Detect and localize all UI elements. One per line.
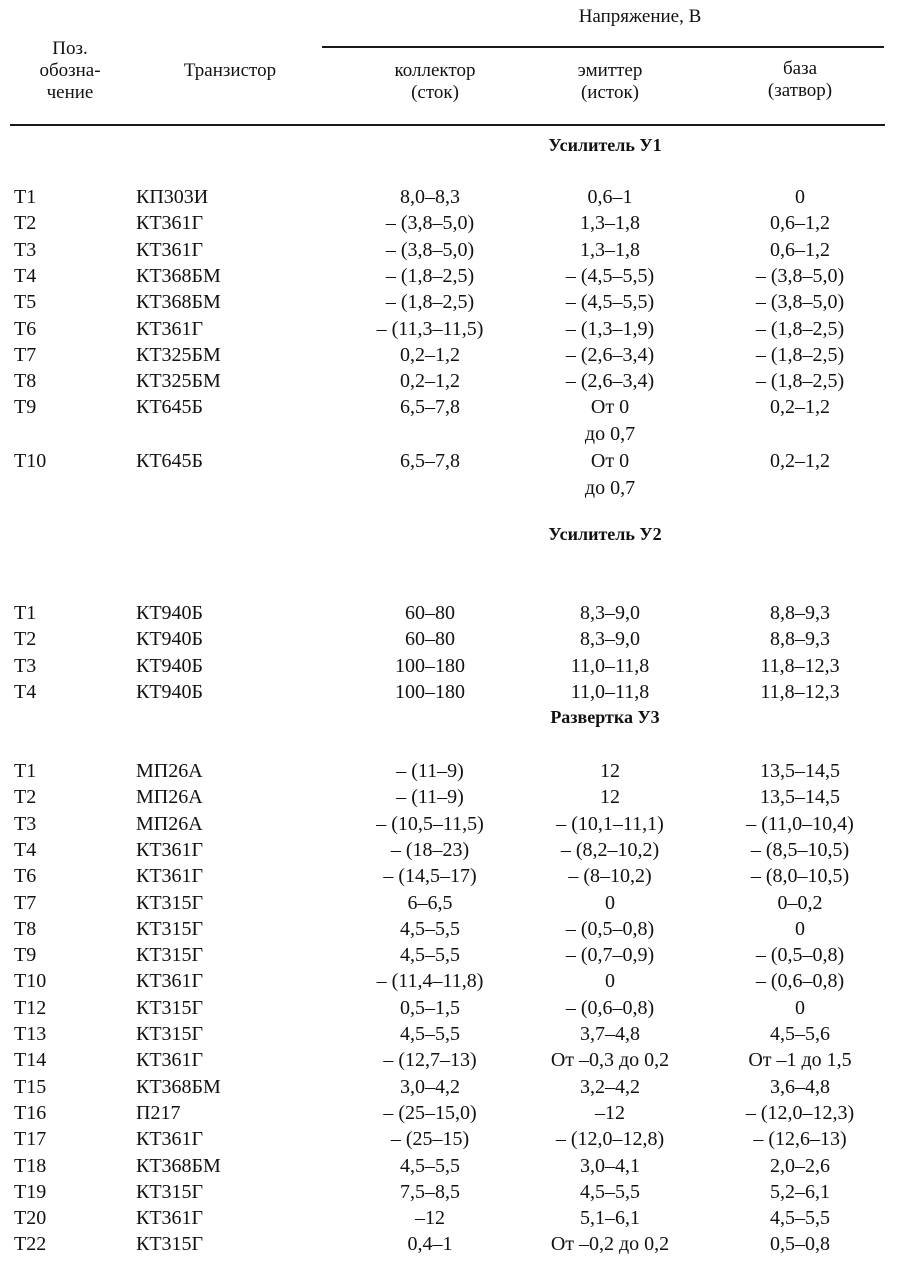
cell-base-voltage: 0 bbox=[795, 996, 805, 1019]
cell-base-voltage: – (12,6–13) bbox=[753, 1128, 847, 1151]
cell-base-voltage: – (1,8–2,5) bbox=[755, 317, 845, 340]
table-row bbox=[0, 758, 922, 784]
cell-base-voltage: – (11,0–10,4) bbox=[746, 812, 854, 835]
cell-emitter-voltage: 12 bbox=[600, 786, 620, 809]
cell-emitter-voltage: – (0,5–0,8) bbox=[565, 917, 655, 940]
cell-base-voltage: – (0,6–0,8) bbox=[755, 970, 845, 993]
table-row bbox=[0, 394, 922, 420]
cell-base-voltage: От –1 до 1,5 bbox=[748, 1049, 852, 1072]
cell-transistor: КТ940Б bbox=[136, 680, 204, 703]
cell-base-voltage: 5,2–6,1 bbox=[770, 1180, 830, 1203]
cell-emitter-voltage: 0,6–1 bbox=[587, 186, 633, 208]
cell-base-voltage: 13,5–14,5 bbox=[760, 760, 840, 782]
cell-position: T20 bbox=[14, 1207, 47, 1230]
cell-emitter-voltage: От –0,3 до 0,2 bbox=[550, 1049, 670, 1072]
cell-transistor: КП303И bbox=[136, 186, 209, 208]
table-row bbox=[0, 289, 922, 315]
cell-transistor: КТ368БМ bbox=[136, 1075, 221, 1098]
table-row bbox=[0, 811, 922, 837]
cell-collector-voltage: – (10,5–11,5) bbox=[376, 812, 484, 835]
cell-base-voltage: 0,6–1,2 bbox=[770, 238, 830, 261]
cell-position: T4 bbox=[14, 264, 37, 287]
header-pos-line-2: обозна- bbox=[39, 60, 101, 81]
cell-emitter-voltage: – (2,6–3,4) bbox=[565, 370, 655, 393]
table-row bbox=[0, 600, 922, 626]
cell-base-voltage: – (1,8–2,5) bbox=[755, 370, 845, 393]
header-collector-line-2: (сток) bbox=[411, 82, 459, 103]
cell-emitter-voltage: –12 bbox=[595, 1101, 625, 1124]
cell-transistor: КТ361Г bbox=[136, 212, 204, 235]
cell-position: T4 bbox=[14, 838, 37, 861]
cell-collector-voltage: 100–180 bbox=[395, 654, 465, 677]
cell-position: T3 bbox=[14, 654, 37, 677]
cell-collector-voltage: 0,5–1,5 bbox=[400, 996, 460, 1019]
cell-emitter-voltage: 8,3–9,0 bbox=[580, 602, 640, 624]
cell-transistor: КТ940Б bbox=[136, 654, 204, 677]
header-voltage-label: Напряжение, В bbox=[578, 6, 702, 27]
cell-emitter-voltage: – (8,2–10,2) bbox=[560, 838, 660, 861]
cell-base-voltage: 8,8–9,3 bbox=[770, 628, 830, 651]
cell-base-voltage: 8,8–9,3 bbox=[770, 602, 830, 624]
cell-emitter-voltage: – (0,7–0,9) bbox=[565, 944, 655, 967]
cell-transistor: КТ361Г bbox=[136, 238, 204, 261]
cell-transistor: КТ940Б bbox=[136, 602, 204, 624]
cell-emitter-voltage: 1,3–1,8 bbox=[580, 238, 640, 261]
cell-collector-voltage: 100–180 bbox=[395, 680, 465, 703]
cell-collector-voltage: 0,2–1,2 bbox=[400, 370, 460, 393]
header-base-line-1: база bbox=[782, 58, 818, 79]
cell-position: T2 bbox=[14, 786, 37, 809]
cell-position: T8 bbox=[14, 917, 37, 940]
cell-transistor: КТ315Г bbox=[136, 944, 204, 967]
cell-emitter-voltage: 0 bbox=[605, 891, 615, 914]
cell-emitter-voltage: 12 bbox=[600, 760, 620, 782]
section-title: Усилитель У1 bbox=[548, 135, 662, 155]
cell-position: T4 bbox=[14, 680, 37, 703]
table-row bbox=[0, 1100, 922, 1126]
cell-position: T1 bbox=[14, 760, 37, 782]
section-title: Развертка У3 bbox=[550, 707, 660, 727]
table-row bbox=[0, 316, 922, 342]
cell-base-voltage: 0,5–0,8 bbox=[770, 1233, 830, 1256]
cell-collector-voltage: – (11–9) bbox=[396, 760, 464, 782]
cell-collector-voltage: 3,0–4,2 bbox=[400, 1075, 460, 1098]
header-emitter-line-2: (исток) bbox=[580, 82, 640, 103]
cell-emitter-voltage-line-2: до 0,7 bbox=[584, 476, 636, 499]
cell-emitter-voltage: 0 bbox=[605, 970, 615, 993]
cell-emitter-voltage: – (8–10,2) bbox=[568, 865, 652, 888]
table-row bbox=[0, 1179, 922, 1205]
cell-transistor: КТ645Б bbox=[136, 396, 204, 419]
table-row bbox=[0, 679, 922, 705]
cell-transistor: КТ368БМ bbox=[136, 264, 221, 287]
cell-base-voltage: – (3,8–5,0) bbox=[755, 291, 845, 314]
cell-collector-voltage: – (25–15) bbox=[390, 1128, 470, 1151]
cell-collector-voltage: 4,5–5,5 bbox=[400, 917, 460, 940]
cell-position: T18 bbox=[14, 1154, 47, 1177]
header-voltage-divider bbox=[322, 46, 884, 48]
cell-position: T2 bbox=[14, 212, 37, 235]
cell-transistor: КТ315Г bbox=[136, 891, 204, 914]
cell-emitter-voltage: 3,2–4,2 bbox=[580, 1075, 640, 1098]
cell-position: T10 bbox=[14, 450, 47, 473]
cell-emitter-voltage: От 0 bbox=[590, 396, 630, 419]
header-transistor-label: Транзистор bbox=[183, 60, 277, 81]
cell-collector-voltage: 6,5–7,8 bbox=[400, 450, 460, 473]
cell-base-voltage: 13,5–14,5 bbox=[760, 786, 840, 809]
table-row bbox=[0, 237, 922, 263]
cell-base-voltage: 11,8–12,3 bbox=[760, 654, 840, 677]
cell-position: T13 bbox=[14, 1023, 47, 1045]
cell-transistor: КТ325БМ bbox=[136, 343, 221, 366]
cell-base-voltage: 4,5–5,6 bbox=[770, 1023, 830, 1045]
cell-position: T15 bbox=[14, 1075, 47, 1098]
cell-transistor: КТ361Г bbox=[136, 865, 204, 888]
cell-emitter-voltage: – (12,0–12,8) bbox=[555, 1128, 665, 1151]
cell-emitter-voltage: – (4,5–5,5) bbox=[565, 291, 655, 314]
cell-emitter-voltage: 3,0–4,1 bbox=[580, 1154, 640, 1177]
cell-collector-voltage: 4,5–5,5 bbox=[400, 1154, 460, 1177]
cell-collector-voltage: 4,5–5,5 bbox=[400, 944, 460, 967]
cell-position: T12 bbox=[14, 996, 47, 1019]
cell-collector-voltage: – (14,5–17) bbox=[383, 865, 477, 888]
cell-position: T8 bbox=[14, 370, 37, 393]
cell-position: T7 bbox=[14, 891, 37, 914]
cell-base-voltage: 0,6–1,2 bbox=[770, 212, 830, 235]
cell-base-voltage: – (1,8–2,5) bbox=[755, 343, 845, 366]
cell-position: T6 bbox=[14, 865, 37, 888]
table-row bbox=[0, 263, 922, 289]
cell-collector-voltage: – (3,8–5,0) bbox=[385, 212, 475, 235]
cell-collector-voltage: 4,5–5,5 bbox=[400, 1023, 460, 1045]
cell-collector-voltage: 60–80 bbox=[405, 628, 455, 651]
header-emitter-line-1: эмиттер bbox=[577, 60, 643, 81]
cell-transistor: КТ361Г bbox=[136, 838, 204, 861]
cell-emitter-voltage: 1,3–1,8 bbox=[580, 212, 640, 235]
cell-transistor: КТ645Б bbox=[136, 450, 204, 473]
cell-emitter-voltage-line-2: до 0,7 bbox=[584, 422, 636, 445]
cell-emitter-voltage: 11,0–11,8 bbox=[570, 654, 650, 677]
cell-collector-voltage: – (11,4–11,8) bbox=[376, 970, 484, 993]
cell-transistor: МП26А bbox=[136, 812, 203, 835]
cell-base-voltage: – (8,0–10,5) bbox=[750, 865, 850, 888]
cell-transistor: КТ315Г bbox=[136, 996, 204, 1019]
header-pos-label bbox=[20, 38, 120, 104]
cell-position: T19 bbox=[14, 1180, 47, 1203]
cell-transistor: КТ315Г bbox=[136, 917, 204, 940]
header-collector-line-1: коллектор bbox=[394, 60, 476, 81]
table-row bbox=[0, 916, 922, 942]
cell-collector-voltage: – (11,3–11,5) bbox=[376, 317, 484, 340]
header-bottom-divider bbox=[10, 124, 885, 126]
table-row bbox=[0, 1231, 922, 1257]
cell-transistor: МП26А bbox=[136, 786, 203, 809]
cell-emitter-voltage: – (0,6–0,8) bbox=[565, 996, 655, 1019]
cell-base-voltage: 4,5–5,5 bbox=[770, 1207, 830, 1230]
cell-collector-voltage: – (11–9) bbox=[396, 786, 464, 809]
table-row bbox=[0, 1205, 922, 1231]
cell-transistor: КТ361Г bbox=[136, 1049, 204, 1072]
cell-base-voltage: 3,6–4,8 bbox=[770, 1075, 830, 1098]
table-row bbox=[0, 837, 922, 863]
cell-position: T17 bbox=[14, 1128, 47, 1151]
cell-collector-voltage: 6–6,5 bbox=[407, 891, 453, 914]
cell-collector-voltage: – (12,7–13) bbox=[383, 1049, 477, 1072]
table-row bbox=[0, 784, 922, 810]
table-row bbox=[0, 653, 922, 679]
header-pos-line-3: чение bbox=[46, 82, 94, 103]
cell-position: T1 bbox=[14, 186, 37, 208]
cell-collector-voltage: 8,0–8,3 bbox=[400, 186, 460, 208]
cell-transistor: КТ325БМ bbox=[136, 370, 221, 393]
table-row bbox=[0, 1047, 922, 1073]
cell-emitter-voltage: 4,5–5,5 bbox=[580, 1180, 640, 1203]
table-row bbox=[0, 1126, 922, 1152]
cell-collector-voltage: – (18–23) bbox=[390, 838, 470, 861]
cell-collector-voltage: – (1,8–2,5) bbox=[385, 264, 475, 287]
cell-collector-voltage: –12 bbox=[415, 1207, 445, 1230]
cell-emitter-voltage: – (1,3–1,9) bbox=[565, 317, 655, 340]
cell-base-voltage: 11,8–12,3 bbox=[760, 680, 840, 703]
table-row bbox=[0, 626, 922, 652]
cell-position: T22 bbox=[14, 1233, 47, 1256]
cell-position: T9 bbox=[14, 944, 37, 967]
cell-collector-voltage: 0,2–1,2 bbox=[400, 343, 460, 366]
cell-position: T2 bbox=[14, 628, 37, 651]
cell-collector-voltage: – (1,8–2,5) bbox=[385, 291, 475, 314]
table-row bbox=[0, 1153, 922, 1179]
cell-emitter-voltage: – (2,6–3,4) bbox=[565, 343, 655, 366]
cell-transistor: КТ940Б bbox=[136, 628, 204, 651]
cell-base-voltage: 0 bbox=[795, 917, 805, 940]
table-row bbox=[0, 968, 922, 994]
cell-position: T14 bbox=[14, 1049, 47, 1072]
cell-base-voltage: – (0,5–0,8) bbox=[755, 944, 845, 967]
cell-transistor: КТ368БМ bbox=[136, 291, 221, 314]
table-row bbox=[0, 863, 922, 889]
cell-base-voltage: 0,2–1,2 bbox=[770, 396, 830, 419]
table-row bbox=[0, 184, 922, 210]
cell-position: T7 bbox=[14, 343, 37, 366]
header-base-line-2: (затвор) bbox=[767, 80, 833, 101]
cell-collector-voltage: – (3,8–5,0) bbox=[385, 238, 475, 261]
cell-position: T5 bbox=[14, 291, 37, 314]
table-row bbox=[0, 448, 922, 474]
header-emitter-label bbox=[505, 60, 715, 104]
table-row bbox=[0, 368, 922, 394]
cell-base-voltage: – (12,0–12,3) bbox=[745, 1101, 855, 1124]
table-row bbox=[0, 1021, 922, 1047]
cell-collector-voltage: 6,5–7,8 bbox=[400, 396, 460, 419]
cell-emitter-voltage: От –0,2 до 0,2 bbox=[550, 1233, 670, 1256]
cell-transistor: КТ315Г bbox=[136, 1233, 204, 1256]
header-pos-line-1: Поз. bbox=[52, 38, 88, 59]
cell-position: T9 bbox=[14, 396, 37, 419]
cell-base-voltage: – (3,8–5,0) bbox=[755, 264, 845, 287]
cell-position: T3 bbox=[14, 812, 37, 835]
header-base-label bbox=[700, 58, 900, 102]
cell-base-voltage: – (8,5–10,5) bbox=[750, 838, 850, 861]
table-row bbox=[0, 210, 922, 236]
cell-transistor: КТ315Г bbox=[136, 1023, 204, 1045]
cell-emitter-voltage: 5,1–6,1 bbox=[580, 1207, 640, 1230]
cell-transistor: КТ361Г bbox=[136, 1207, 204, 1230]
cell-base-voltage: 0–0,2 bbox=[777, 891, 823, 914]
cell-base-voltage: 2,0–2,6 bbox=[770, 1154, 830, 1177]
cell-transistor: КТ361Г bbox=[136, 1128, 204, 1151]
cell-base-voltage: 0 bbox=[795, 186, 805, 208]
section-title: Усилитель У2 bbox=[548, 524, 662, 544]
cell-transistor: КТ368БМ bbox=[136, 1154, 221, 1177]
cell-position: T1 bbox=[14, 602, 37, 624]
cell-emitter-voltage: 11,0–11,8 bbox=[570, 680, 650, 703]
cell-transistor: КТ361Г bbox=[136, 317, 204, 340]
table-row bbox=[0, 890, 922, 916]
cell-emitter-voltage: От 0 bbox=[590, 450, 630, 473]
cell-position: T6 bbox=[14, 317, 37, 340]
cell-base-voltage: 0,2–1,2 bbox=[770, 450, 830, 473]
cell-position: T10 bbox=[14, 970, 47, 993]
cell-collector-voltage: – (25–15,0) bbox=[383, 1101, 477, 1124]
table-row bbox=[0, 1074, 922, 1100]
cell-emitter-voltage: – (4,5–5,5) bbox=[565, 264, 655, 287]
cell-emitter-voltage: 8,3–9,0 bbox=[580, 628, 640, 651]
cell-collector-voltage: 60–80 bbox=[405, 602, 455, 624]
cell-transistor: МП26А bbox=[136, 760, 203, 782]
cell-transistor: КТ361Г bbox=[136, 970, 204, 993]
table-row bbox=[0, 342, 922, 368]
cell-position: T16 bbox=[14, 1101, 47, 1124]
table-row bbox=[0, 942, 922, 968]
cell-emitter-voltage: – (10,1–11,1) bbox=[556, 812, 664, 835]
cell-transistor: П217 bbox=[136, 1101, 181, 1124]
cell-position: T3 bbox=[14, 238, 37, 261]
cell-collector-voltage: 7,5–8,5 bbox=[400, 1180, 460, 1203]
cell-collector-voltage: 0,4–1 bbox=[407, 1233, 453, 1256]
cell-emitter-voltage: 3,7–4,8 bbox=[580, 1023, 640, 1045]
cell-transistor: КТ315Г bbox=[136, 1180, 204, 1203]
table-row bbox=[0, 995, 922, 1021]
